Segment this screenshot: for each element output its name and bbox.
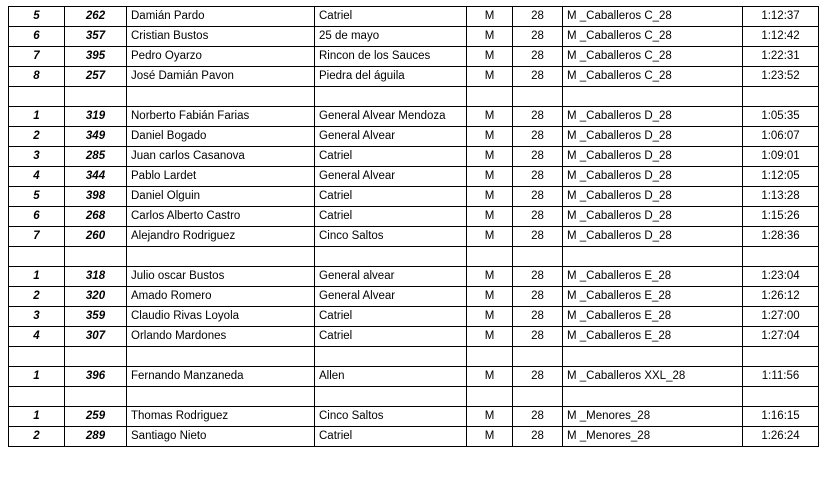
- position-cell: 2: [9, 287, 65, 307]
- empty-cell: [9, 387, 65, 407]
- age-cell: 28: [513, 187, 563, 207]
- category-separator-row: [9, 247, 819, 267]
- position-cell: 2: [9, 427, 65, 447]
- age-cell: 28: [513, 67, 563, 87]
- sex-cell: M: [467, 187, 513, 207]
- table-row: [9, 147, 819, 167]
- empty-cell: [743, 247, 819, 267]
- city-cell: General Alvear Mendoza: [315, 107, 467, 127]
- category-cell: M _Menores_28: [563, 407, 743, 427]
- empty-cell: [127, 387, 315, 407]
- position-cell: 3: [9, 147, 65, 167]
- category-cell: M _Caballeros E_28: [563, 267, 743, 287]
- empty-cell: [127, 347, 315, 367]
- empty-cell: [743, 387, 819, 407]
- runner-name-cell: Carlos Alberto Castro: [127, 207, 315, 227]
- time-cell: 1:22:31: [743, 47, 819, 67]
- category-cell: M _Caballeros E_28: [563, 287, 743, 307]
- empty-cell: [513, 387, 563, 407]
- table-row: [9, 187, 819, 207]
- sex-cell: M: [467, 367, 513, 387]
- empty-cell: [127, 87, 315, 107]
- empty-cell: [315, 387, 467, 407]
- runner-name-cell: Norberto Fabián Farias: [127, 107, 315, 127]
- sex-cell: M: [467, 107, 513, 127]
- city-cell: Rincon de los Sauces: [315, 47, 467, 67]
- city-cell: Catriel: [315, 7, 467, 27]
- empty-cell: [127, 247, 315, 267]
- position-cell: 1: [9, 267, 65, 287]
- city-cell: General Alvear: [315, 127, 467, 147]
- bib-number-cell: 349: [65, 127, 127, 147]
- runner-name-cell: Damián Pardo: [127, 7, 315, 27]
- runner-name-cell: Pedro Oyarzo: [127, 47, 315, 67]
- table-row: [9, 127, 819, 147]
- category-separator-row: [9, 387, 819, 407]
- runner-name-cell: Juan carlos Casanova: [127, 147, 315, 167]
- bib-number-cell: 257: [65, 67, 127, 87]
- position-cell: 1: [9, 407, 65, 427]
- sex-cell: M: [467, 287, 513, 307]
- runner-name-cell: Alejandro Rodriguez: [127, 227, 315, 247]
- age-cell: 28: [513, 167, 563, 187]
- time-cell: 1:16:15: [743, 407, 819, 427]
- time-cell: 1:05:35: [743, 107, 819, 127]
- empty-cell: [513, 247, 563, 267]
- category-cell: M _Caballeros D_28: [563, 207, 743, 227]
- bib-number-cell: 344: [65, 167, 127, 187]
- city-cell: Allen: [315, 367, 467, 387]
- city-cell: Catriel: [315, 307, 467, 327]
- time-cell: 1:27:00: [743, 307, 819, 327]
- sex-cell: M: [467, 227, 513, 247]
- sex-cell: M: [467, 47, 513, 67]
- table-row: [9, 407, 819, 427]
- city-cell: Piedra del águila: [315, 67, 467, 87]
- city-cell: General Alvear: [315, 167, 467, 187]
- age-cell: 28: [513, 227, 563, 247]
- category-cell: M _Caballeros D_28: [563, 127, 743, 147]
- empty-cell: [467, 247, 513, 267]
- table-row: [9, 7, 819, 27]
- time-cell: 1:27:04: [743, 327, 819, 347]
- age-cell: 28: [513, 307, 563, 327]
- time-cell: 1:15:26: [743, 207, 819, 227]
- time-cell: 1:13:28: [743, 187, 819, 207]
- position-cell: 4: [9, 167, 65, 187]
- time-cell: 1:12:42: [743, 27, 819, 47]
- empty-cell: [563, 387, 743, 407]
- city-cell: Catriel: [315, 207, 467, 227]
- table-row: [9, 207, 819, 227]
- empty-cell: [513, 347, 563, 367]
- table-row: [9, 307, 819, 327]
- time-cell: 1:06:07: [743, 127, 819, 147]
- bib-number-cell: 319: [65, 107, 127, 127]
- category-cell: M _Caballeros D_28: [563, 187, 743, 207]
- category-separator-row: [9, 347, 819, 367]
- table-row: [9, 67, 819, 87]
- position-cell: 8: [9, 67, 65, 87]
- race-results-table: [8, 6, 819, 447]
- time-cell: 1:26:12: [743, 287, 819, 307]
- age-cell: 28: [513, 207, 563, 227]
- table-row: [9, 427, 819, 447]
- category-cell: M _Caballeros E_28: [563, 307, 743, 327]
- category-cell: M _Caballeros D_28: [563, 107, 743, 127]
- category-cell: M _Caballeros D_28: [563, 227, 743, 247]
- age-cell: 28: [513, 7, 563, 27]
- bib-number-cell: 395: [65, 47, 127, 67]
- runner-name-cell: Fernando Manzaneda: [127, 367, 315, 387]
- table-row: [9, 107, 819, 127]
- category-cell: M _Caballeros D_28: [563, 147, 743, 167]
- empty-cell: [65, 87, 127, 107]
- category-separator-row: [9, 87, 819, 107]
- city-cell: Catriel: [315, 427, 467, 447]
- time-cell: 1:12:37: [743, 7, 819, 27]
- position-cell: 5: [9, 187, 65, 207]
- city-cell: Catriel: [315, 147, 467, 167]
- empty-cell: [65, 387, 127, 407]
- time-cell: 1:11:56: [743, 367, 819, 387]
- bib-number-cell: 357: [65, 27, 127, 47]
- position-cell: 1: [9, 107, 65, 127]
- position-cell: 1: [9, 367, 65, 387]
- time-cell: 1:23:04: [743, 267, 819, 287]
- position-cell: 7: [9, 47, 65, 67]
- age-cell: 28: [513, 147, 563, 167]
- category-cell: M _Caballeros C_28: [563, 27, 743, 47]
- table-row: [9, 267, 819, 287]
- time-cell: 1:09:01: [743, 147, 819, 167]
- empty-cell: [467, 87, 513, 107]
- table-row: [9, 287, 819, 307]
- sex-cell: M: [467, 407, 513, 427]
- empty-cell: [315, 247, 467, 267]
- table-row: [9, 167, 819, 187]
- position-cell: 2: [9, 127, 65, 147]
- sex-cell: M: [467, 67, 513, 87]
- runner-name-cell: Claudio Rivas Loyola: [127, 307, 315, 327]
- empty-cell: [563, 87, 743, 107]
- empty-cell: [467, 347, 513, 367]
- sex-cell: M: [467, 7, 513, 27]
- empty-cell: [563, 347, 743, 367]
- bib-number-cell: 398: [65, 187, 127, 207]
- sex-cell: M: [467, 267, 513, 287]
- city-cell: Catriel: [315, 187, 467, 207]
- sex-cell: M: [467, 207, 513, 227]
- age-cell: 28: [513, 287, 563, 307]
- category-cell: M _Caballeros C_28: [563, 7, 743, 27]
- runner-name-cell: Julio oscar Bustos: [127, 267, 315, 287]
- table-row: [9, 367, 819, 387]
- age-cell: 28: [513, 107, 563, 127]
- bib-number-cell: 359: [65, 307, 127, 327]
- city-cell: General Alvear: [315, 287, 467, 307]
- empty-cell: [315, 87, 467, 107]
- time-cell: 1:26:24: [743, 427, 819, 447]
- empty-cell: [9, 347, 65, 367]
- sex-cell: M: [467, 27, 513, 47]
- bib-number-cell: 259: [65, 407, 127, 427]
- runner-name-cell: Pablo Lardet: [127, 167, 315, 187]
- position-cell: 6: [9, 27, 65, 47]
- sex-cell: M: [467, 427, 513, 447]
- results-body: [9, 7, 819, 447]
- sex-cell: M: [467, 127, 513, 147]
- time-cell: 1:28:36: [743, 227, 819, 247]
- age-cell: 28: [513, 27, 563, 47]
- bib-number-cell: 396: [65, 367, 127, 387]
- bib-number-cell: 262: [65, 7, 127, 27]
- empty-cell: [513, 87, 563, 107]
- category-cell: M _Caballeros XXL_28: [563, 367, 743, 387]
- empty-cell: [65, 247, 127, 267]
- empty-cell: [9, 247, 65, 267]
- city-cell: 25 de mayo: [315, 27, 467, 47]
- age-cell: 28: [513, 267, 563, 287]
- position-cell: 5: [9, 7, 65, 27]
- bib-number-cell: 285: [65, 147, 127, 167]
- sex-cell: M: [467, 307, 513, 327]
- bib-number-cell: 320: [65, 287, 127, 307]
- bib-number-cell: 289: [65, 427, 127, 447]
- city-cell: Cinco Saltos: [315, 407, 467, 427]
- sex-cell: M: [467, 167, 513, 187]
- runner-name-cell: Amado Romero: [127, 287, 315, 307]
- runner-name-cell: Thomas Rodriguez: [127, 407, 315, 427]
- position-cell: 7: [9, 227, 65, 247]
- empty-cell: [743, 87, 819, 107]
- age-cell: 28: [513, 327, 563, 347]
- city-cell: Cinco Saltos: [315, 227, 467, 247]
- empty-cell: [315, 347, 467, 367]
- category-cell: M _Caballeros C_28: [563, 67, 743, 87]
- category-cell: M _Caballeros C_28: [563, 47, 743, 67]
- empty-cell: [65, 347, 127, 367]
- empty-cell: [467, 387, 513, 407]
- category-cell: M _Caballeros D_28: [563, 167, 743, 187]
- age-cell: 28: [513, 427, 563, 447]
- age-cell: 28: [513, 367, 563, 387]
- runner-name-cell: Santiago Nieto: [127, 427, 315, 447]
- table-row: [9, 327, 819, 347]
- bib-number-cell: 318: [65, 267, 127, 287]
- category-cell: M _Caballeros E_28: [563, 327, 743, 347]
- table-row: [9, 27, 819, 47]
- age-cell: 28: [513, 127, 563, 147]
- time-cell: 1:12:05: [743, 167, 819, 187]
- age-cell: 28: [513, 47, 563, 67]
- runner-name-cell: Cristian Bustos: [127, 27, 315, 47]
- age-cell: 28: [513, 407, 563, 427]
- empty-cell: [563, 247, 743, 267]
- runner-name-cell: Daniel Olguin: [127, 187, 315, 207]
- city-cell: Catriel: [315, 327, 467, 347]
- table-row: [9, 47, 819, 67]
- bib-number-cell: 307: [65, 327, 127, 347]
- position-cell: 3: [9, 307, 65, 327]
- position-cell: 4: [9, 327, 65, 347]
- runner-name-cell: Daniel Bogado: [127, 127, 315, 147]
- sex-cell: M: [467, 327, 513, 347]
- runner-name-cell: José Damián Pavon: [127, 67, 315, 87]
- city-cell: General alvear: [315, 267, 467, 287]
- sex-cell: M: [467, 147, 513, 167]
- time-cell: 1:23:52: [743, 67, 819, 87]
- table-row: [9, 227, 819, 247]
- bib-number-cell: 268: [65, 207, 127, 227]
- bib-number-cell: 260: [65, 227, 127, 247]
- empty-cell: [9, 87, 65, 107]
- runner-name-cell: Orlando Mardones: [127, 327, 315, 347]
- empty-cell: [743, 347, 819, 367]
- position-cell: 6: [9, 207, 65, 227]
- category-cell: M _Menores_28: [563, 427, 743, 447]
